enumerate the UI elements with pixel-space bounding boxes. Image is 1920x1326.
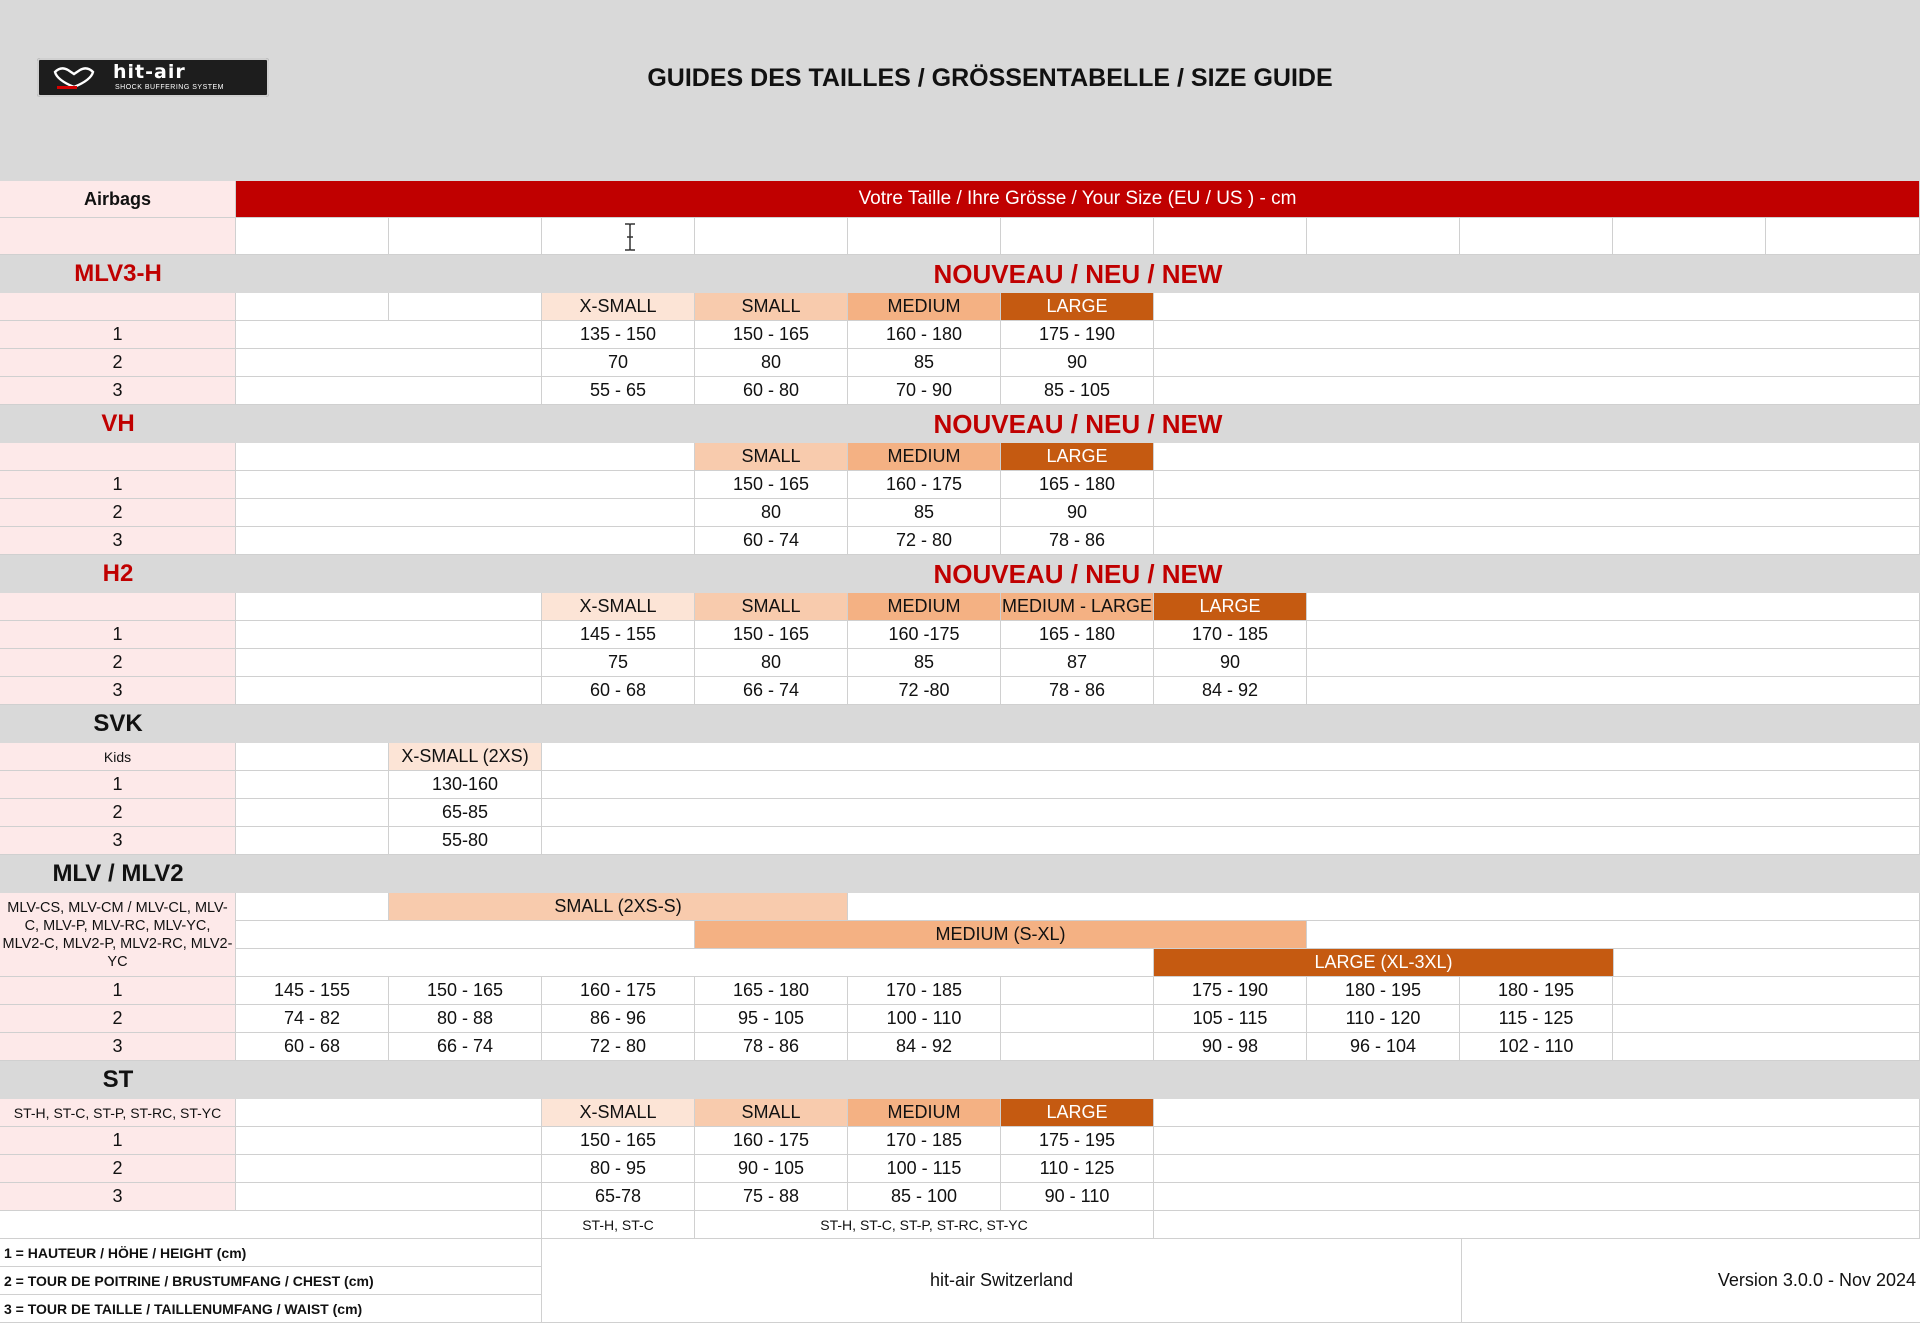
- grid-cell[interactable]: [236, 1127, 542, 1155]
- grid-cell[interactable]: [1613, 1005, 1920, 1033]
- value-cell[interactable]: 165 - 180: [1001, 471, 1154, 499]
- value-cell[interactable]: 90 - 105: [695, 1155, 848, 1183]
- value-cell[interactable]: 100 - 115: [848, 1155, 1001, 1183]
- grid-cell[interactable]: [1154, 1099, 1920, 1127]
- value-cell[interactable]: 110 - 120: [1307, 1005, 1460, 1033]
- value-cell[interactable]: 170 - 185: [848, 977, 1001, 1005]
- new-label: NOUVEAU / NEU / NEW: [933, 408, 1223, 439]
- section-name[interactable]: MLV3-H: [74, 260, 162, 287]
- section-header-mlv3h: [0, 255, 1920, 293]
- table-row: [0, 771, 1920, 799]
- size-table: [0, 181, 1920, 1323]
- table-row: [0, 499, 1920, 527]
- row-label[interactable]: 3: [0, 677, 236, 705]
- value-cell[interactable]: 87: [1001, 649, 1154, 677]
- value-cell[interactable]: 84 - 92: [1154, 677, 1307, 705]
- grid-cell[interactable]: [236, 593, 542, 621]
- value-cell[interactable]: 150 - 165: [695, 471, 848, 499]
- grid-cell[interactable]: [1614, 949, 1920, 977]
- size-row: [0, 949, 1920, 977]
- size-x-small[interactable]: X-SMALL: [542, 293, 695, 321]
- section-header-h2: [0, 555, 1920, 593]
- grid-cell[interactable]: [236, 621, 542, 649]
- grid-cell[interactable]: [236, 471, 695, 499]
- value-cell[interactable]: 150 - 165: [389, 977, 542, 1005]
- table-row: [0, 799, 1920, 827]
- grid-cell[interactable]: [236, 799, 389, 827]
- value-cell[interactable]: 60 - 68: [542, 677, 695, 705]
- grid-cell[interactable]: [1613, 1033, 1920, 1061]
- grid-cell[interactable]: [236, 649, 542, 677]
- value-cell[interactable]: 175 - 190: [1154, 977, 1307, 1005]
- value-cell[interactable]: 165 - 180: [695, 977, 848, 1005]
- size-medium[interactable]: MEDIUM: [848, 443, 1001, 471]
- st-note-h-c[interactable]: ST-H, ST-C: [542, 1211, 695, 1239]
- value-cell[interactable]: 150 - 165: [695, 621, 848, 649]
- value-cell[interactable]: 70 - 90: [848, 377, 1001, 405]
- row-label[interactable]: 1: [0, 621, 236, 649]
- value-cell[interactable]: 60 - 68: [236, 1033, 389, 1061]
- size-medium[interactable]: MEDIUM: [848, 593, 1001, 621]
- legend-waist: 3 = TOUR DE TAILLE / TAILLENUMFANG / WAIST (cm): [0, 1295, 542, 1323]
- value-cell[interactable]: 78 - 86: [695, 1033, 848, 1061]
- grid-cell[interactable]: [0, 593, 236, 621]
- table-row: [0, 621, 1920, 649]
- value-cell[interactable]: 85: [848, 499, 1001, 527]
- table-row: [0, 181, 1920, 218]
- grid-cell[interactable]: [542, 743, 1920, 771]
- size-row: [0, 921, 1920, 949]
- st-note-all[interactable]: ST-H, ST-C, ST-P, ST-RC, ST-YC: [695, 1211, 1154, 1239]
- grid-cell[interactable]: [236, 771, 389, 799]
- size-small[interactable]: SMALL: [695, 443, 848, 471]
- value-cell[interactable]: 74 - 82: [236, 1005, 389, 1033]
- section-header-svk: [0, 705, 1920, 743]
- new-label: NOUVEAU / NEU / NEW: [933, 558, 1223, 589]
- grid-cell[interactable]: [1154, 349, 1920, 377]
- grid-cell[interactable]: [1154, 1155, 1920, 1183]
- value-cell[interactable]: 102 - 110: [1460, 1033, 1613, 1061]
- grid-cell[interactable]: [236, 443, 695, 471]
- legend-footer: [0, 1239, 1920, 1323]
- grid-cell[interactable]: [848, 893, 1920, 921]
- size-small-2xs-s[interactable]: SMALL (2XS-S): [389, 893, 848, 921]
- table-row: [0, 471, 1920, 499]
- size-large[interactable]: LARGE: [1154, 593, 1307, 621]
- grid-cell[interactable]: [1154, 499, 1920, 527]
- size-large[interactable]: LARGE: [1001, 443, 1154, 471]
- hit-air-logo: [37, 58, 269, 97]
- grid-cell[interactable]: [236, 499, 695, 527]
- table-row: [0, 649, 1920, 677]
- footer-company: hit-air Switzerland: [542, 1239, 1462, 1323]
- grid-cell[interactable]: [542, 771, 1920, 799]
- size-x-small[interactable]: X-SMALL: [542, 1099, 695, 1127]
- value-cell[interactable]: 75 - 88: [695, 1183, 848, 1211]
- size-medium-s-xl[interactable]: MEDIUM (S-XL): [695, 921, 1307, 949]
- value-cell[interactable]: 145 - 155: [542, 621, 695, 649]
- value-cell[interactable]: 150 - 165: [542, 1127, 695, 1155]
- value-cell[interactable]: 175 - 195: [1001, 1127, 1154, 1155]
- size-large[interactable]: LARGE: [1001, 1099, 1154, 1127]
- mlv-models[interactable]: MLV-CS, MLV-CM / MLV-CL, MLV-C, MLV-P, MLV-RC, MLV-YC, MLV2-C, MLV2-P, MLV2-RC, MLV2-YC: [0, 893, 236, 977]
- value-cell[interactable]: 90 - 98: [1154, 1033, 1307, 1061]
- size-small[interactable]: SMALL: [695, 1099, 848, 1127]
- value-cell[interactable]: 66 - 74: [389, 1033, 542, 1061]
- grid-cell[interactable]: [0, 1211, 542, 1239]
- section-name[interactable]: SVK: [93, 710, 143, 737]
- grid-cell[interactable]: [1154, 293, 1920, 321]
- table-row: [0, 377, 1920, 405]
- grid-cell[interactable]: [1613, 218, 1766, 255]
- row-label[interactable]: 3: [0, 1183, 236, 1211]
- grid-cell[interactable]: [1307, 677, 1920, 705]
- grid-cell[interactable]: [236, 1099, 542, 1127]
- grid-cell[interactable]: [1154, 377, 1920, 405]
- value-cell[interactable]: 105 - 115: [1154, 1005, 1307, 1033]
- grid-cell[interactable]: [0, 218, 236, 255]
- row-label[interactable]: 3: [0, 377, 236, 405]
- grid-cell[interactable]: [1001, 218, 1154, 255]
- value-cell[interactable]: 90: [1001, 499, 1154, 527]
- st-models[interactable]: ST-H, ST-C, ST-P, ST-RC, ST-YC: [0, 1099, 236, 1127]
- value-cell[interactable]: 60 - 80: [695, 377, 848, 405]
- table-row: [0, 827, 1920, 855]
- grid-cell[interactable]: [1154, 321, 1920, 349]
- value-cell[interactable]: 86 - 96: [542, 1005, 695, 1033]
- table-row: [0, 218, 1920, 255]
- kids-label[interactable]: Kids: [0, 743, 236, 771]
- grid-cell[interactable]: [1766, 218, 1920, 255]
- section-name[interactable]: MLV / MLV2: [52, 860, 184, 887]
- size-row: [0, 1099, 1920, 1127]
- section-header-mlv: [0, 855, 1920, 893]
- value-cell[interactable]: 145 - 155: [236, 977, 389, 1005]
- grid-cell[interactable]: [1307, 593, 1920, 621]
- row-label[interactable]: 2: [0, 349, 236, 377]
- table-row: [0, 1155, 1920, 1183]
- value-cell[interactable]: 135 - 150: [542, 321, 695, 349]
- grid-cell[interactable]: [0, 443, 236, 471]
- grid-cell[interactable]: [542, 799, 1920, 827]
- section-name[interactable]: VH: [101, 410, 135, 437]
- new-label: NOUVEAU / NEU / NEW: [933, 258, 1223, 289]
- value-cell[interactable]: 90: [1154, 649, 1307, 677]
- grid-cell[interactable]: [0, 293, 236, 321]
- grid-cell[interactable]: [1001, 1005, 1154, 1033]
- value-cell[interactable]: 165 - 180: [1001, 621, 1154, 649]
- value-cell[interactable]: 90: [1001, 349, 1154, 377]
- size-large-xl-3xl[interactable]: LARGE (XL-3XL): [1154, 949, 1614, 977]
- size-row: [0, 593, 1920, 621]
- grid-cell[interactable]: [236, 293, 389, 321]
- grid-cell[interactable]: [1154, 443, 1920, 471]
- value-cell[interactable]: 80: [695, 499, 848, 527]
- value-cell[interactable]: 55 - 65: [542, 377, 695, 405]
- value-cell[interactable]: 160 - 175: [695, 1127, 848, 1155]
- value-cell[interactable]: 66 - 74: [695, 677, 848, 705]
- size-large[interactable]: LARGE: [1001, 293, 1154, 321]
- value-cell[interactable]: 160 - 180: [848, 321, 1001, 349]
- value-cell[interactable]: 160 - 175: [848, 471, 1001, 499]
- grid-cell[interactable]: [236, 218, 389, 255]
- grid-cell[interactable]: [236, 949, 1154, 977]
- table-row: [0, 1127, 1920, 1155]
- logo-brand: hit-air: [113, 61, 186, 83]
- table-row: [0, 677, 1920, 705]
- grid-cell[interactable]: [1307, 218, 1460, 255]
- value-cell[interactable]: 72 -80: [848, 677, 1001, 705]
- size-medium-large[interactable]: MEDIUM - LARGE: [1001, 593, 1154, 621]
- size-row: [0, 293, 1920, 321]
- section-name[interactable]: H2: [102, 560, 134, 587]
- grid-cell[interactable]: [1307, 649, 1920, 677]
- value-cell[interactable]: 80 - 95: [542, 1155, 695, 1183]
- mlv-size-block: [0, 893, 1920, 977]
- table-row: [0, 527, 1920, 555]
- size-row: [0, 893, 1920, 921]
- value-cell[interactable]: 150 - 165: [695, 321, 848, 349]
- grid-cell[interactable]: [1154, 471, 1920, 499]
- grid-cell[interactable]: [1460, 218, 1613, 255]
- st-notes-row: [0, 1211, 1920, 1239]
- grid-cell[interactable]: [236, 349, 542, 377]
- logo-tagline: SHOCK BUFFERING SYSTEM: [115, 84, 225, 91]
- value-cell[interactable]: 80: [695, 349, 848, 377]
- footer-version: Version 3.0.0 - Nov 2024: [1462, 1239, 1920, 1323]
- grid-cell[interactable]: [236, 527, 695, 555]
- row-label[interactable]: 1: [0, 321, 236, 349]
- table-row: [0, 977, 1920, 1005]
- grid-cell[interactable]: [695, 218, 848, 255]
- heart-logo-icon: [51, 66, 97, 90]
- value-cell[interactable]: 72 - 80: [542, 1033, 695, 1061]
- grid-cell[interactable]: [1154, 527, 1920, 555]
- value-cell[interactable]: 80 - 88: [389, 1005, 542, 1033]
- table-row: [0, 349, 1920, 377]
- grid-cell[interactable]: [236, 893, 389, 921]
- row-label[interactable]: 2: [0, 499, 236, 527]
- size-x-small[interactable]: X-SMALL: [542, 593, 695, 621]
- size-small[interactable]: SMALL: [695, 593, 848, 621]
- value-cell[interactable]: 160 -175: [848, 621, 1001, 649]
- grid-cell[interactable]: [848, 218, 1001, 255]
- row-label[interactable]: 2: [0, 1155, 236, 1183]
- grid-cell[interactable]: [1001, 1033, 1154, 1061]
- value-cell[interactable]: 85: [848, 649, 1001, 677]
- size-small[interactable]: SMALL: [695, 293, 848, 321]
- value-cell[interactable]: 72 - 80: [848, 527, 1001, 555]
- value-cell[interactable]: 75: [542, 649, 695, 677]
- grid-cell[interactable]: [236, 1183, 542, 1211]
- size-medium[interactable]: MEDIUM: [848, 1099, 1001, 1127]
- grid-cell[interactable]: [389, 218, 542, 255]
- value-cell[interactable]: 78 - 86: [1001, 527, 1154, 555]
- your-size-band[interactable]: Votre Taille / Ihre Grösse / Your Size (EU / US ) - cm: [236, 181, 1920, 218]
- value-cell[interactable]: 175 - 190: [1001, 321, 1154, 349]
- size-row: [0, 443, 1920, 471]
- sheet-header: [0, 0, 1920, 181]
- value-cell[interactable]: 115 - 125: [1460, 1005, 1613, 1033]
- grid-cell[interactable]: [236, 677, 542, 705]
- row-label[interactable]: 2: [0, 649, 236, 677]
- text-cursor-icon: [623, 222, 637, 252]
- value-cell[interactable]: 90 - 110: [1001, 1183, 1154, 1211]
- size-row: [0, 743, 1920, 771]
- airbags-label[interactable]: Airbags: [0, 181, 236, 218]
- table-row: [0, 1033, 1920, 1061]
- grid-cell[interactable]: [1307, 921, 1920, 949]
- value-cell[interactable]: 60 - 74: [695, 527, 848, 555]
- grid-cell[interactable]: [236, 377, 542, 405]
- grid-cell[interactable]: [1154, 218, 1307, 255]
- value-cell[interactable]: 180 - 195: [1460, 977, 1613, 1005]
- value-cell[interactable]: 130-160: [389, 771, 542, 799]
- value-cell[interactable]: 110 - 125: [1001, 1155, 1154, 1183]
- grid-cell[interactable]: [236, 743, 389, 771]
- table-row: [0, 321, 1920, 349]
- value-cell[interactable]: 65-85: [389, 799, 542, 827]
- value-cell[interactable]: 100 - 110: [848, 1005, 1001, 1033]
- table-row: [0, 1183, 1920, 1211]
- value-cell[interactable]: 70: [542, 349, 695, 377]
- value-cell[interactable]: 85: [848, 349, 1001, 377]
- legend-chest: 2 = TOUR DE POITRINE / BRUSTUMFANG / CHEST (cm): [0, 1267, 542, 1295]
- grid-cell[interactable]: [1307, 621, 1920, 649]
- value-cell[interactable]: 95 - 105: [695, 1005, 848, 1033]
- section-name[interactable]: ST: [102, 1066, 134, 1093]
- grid-cell[interactable]: [542, 218, 695, 255]
- value-cell[interactable]: 180 - 195: [1307, 977, 1460, 1005]
- row-label[interactable]: 2: [0, 799, 236, 827]
- grid-cell[interactable]: [1613, 977, 1920, 1005]
- value-cell[interactable]: 84 - 92: [848, 1033, 1001, 1061]
- grid-cell[interactable]: [1154, 1183, 1920, 1211]
- value-cell[interactable]: 55-80: [389, 827, 542, 855]
- row-label[interactable]: 1: [0, 1127, 236, 1155]
- value-cell[interactable]: 80: [695, 649, 848, 677]
- size-x-small-2xs[interactable]: X-SMALL (2XS): [389, 743, 542, 771]
- value-cell[interactable]: 170 - 185: [848, 1127, 1001, 1155]
- row-label[interactable]: 3: [0, 1033, 236, 1061]
- row-label[interactable]: 3: [0, 527, 236, 555]
- legend-height: 1 = HAUTEUR / HÖHE / HEIGHT (cm): [0, 1239, 542, 1267]
- row-label[interactable]: 1: [0, 771, 236, 799]
- size-medium[interactable]: MEDIUM: [848, 293, 1001, 321]
- row-label[interactable]: 3: [0, 827, 236, 855]
- value-cell[interactable]: 85 - 105: [1001, 377, 1154, 405]
- value-cell[interactable]: 78 - 86: [1001, 677, 1154, 705]
- grid-cell[interactable]: [236, 921, 695, 949]
- grid-cell[interactable]: [1154, 1127, 1920, 1155]
- row-label[interactable]: 2: [0, 1005, 236, 1033]
- table-row: [0, 1005, 1920, 1033]
- value-cell[interactable]: 65-78: [542, 1183, 695, 1211]
- section-header-vh: [0, 405, 1920, 443]
- value-cell[interactable]: 96 - 104: [1307, 1033, 1460, 1061]
- grid-cell[interactable]: [236, 321, 542, 349]
- page-title: GUIDES DES TAILLES / GRÖSSENTABELLE / SIZE GUIDE: [647, 64, 1333, 92]
- grid-cell[interactable]: [389, 293, 542, 321]
- grid-cell[interactable]: [236, 1155, 542, 1183]
- value-cell[interactable]: 170 - 185: [1154, 621, 1307, 649]
- grid-cell[interactable]: [236, 827, 389, 855]
- section-header-st: [0, 1061, 1920, 1099]
- value-cell[interactable]: 160 - 175: [542, 977, 695, 1005]
- row-label[interactable]: 1: [0, 977, 236, 1005]
- grid-cell[interactable]: [1001, 977, 1154, 1005]
- grid-cell[interactable]: [1154, 1211, 1920, 1239]
- row-label[interactable]: 1: [0, 471, 236, 499]
- grid-cell[interactable]: [542, 827, 1920, 855]
- value-cell[interactable]: 85 - 100: [848, 1183, 1001, 1211]
